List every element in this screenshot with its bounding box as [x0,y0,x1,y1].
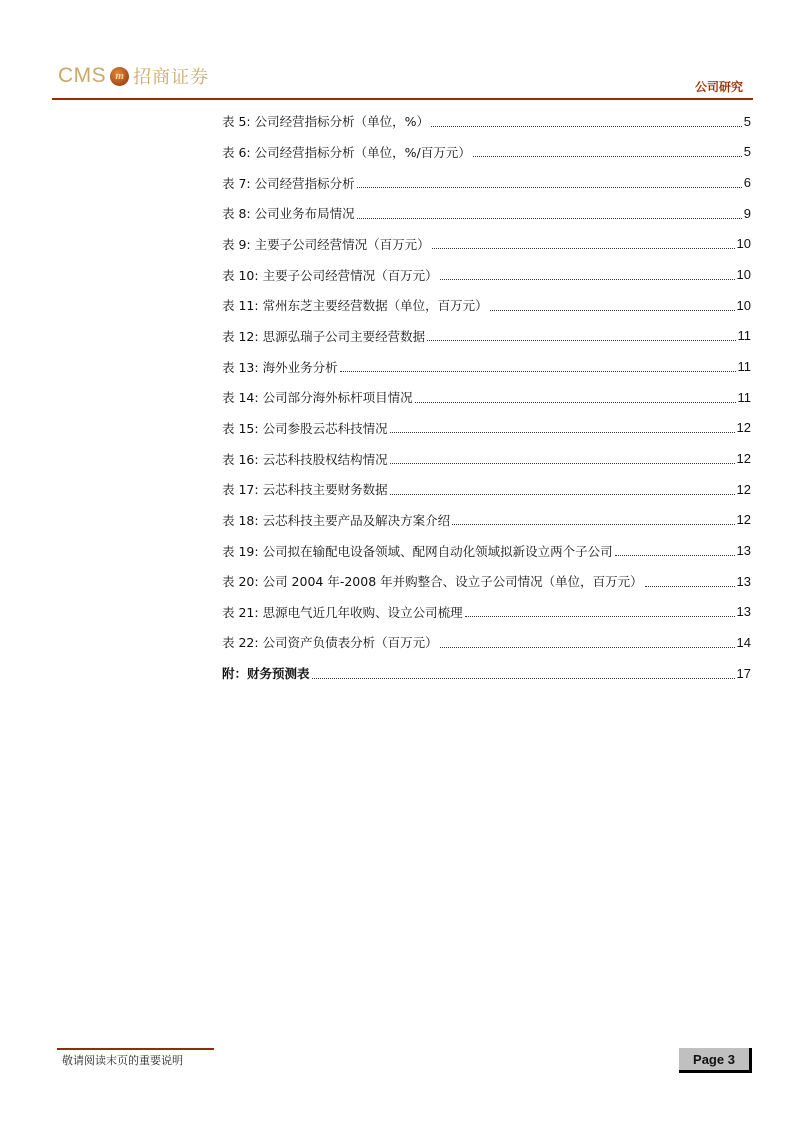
toc-leader-dots [427,340,735,341]
toc-leader-dots [452,524,734,525]
page-number: Page 3 [679,1048,752,1073]
toc-leader-dots [615,555,735,556]
toc-entry-label: 表 20: 公司 2004 年-2008 年并购整合、设立子公司情况（单位，百万元） [222,574,643,590]
toc-entry-label: 附：财务预测表 [222,666,310,682]
toc-entry-page: 12 [736,451,751,467]
logo-text: CMS [58,64,107,87]
toc-entry-label: 表 13: 海外业务分析 [222,359,338,375]
toc-leader-dots [357,218,742,219]
toc-leader-dots [312,678,735,679]
toc-entry-label: 表 14: 公司部分海外标杆项目情况 [222,390,413,406]
table-of-contents [222,106,751,688]
toc-entry-page: 10 [736,297,751,313]
toc-entry-label: 表 15: 公司参股云芯科技情况 [222,420,388,436]
toc-entry-page: 11 [737,328,751,344]
toc-entry-label: 表 18: 云芯科技主要产品及解决方案介绍 [222,512,451,528]
toc-entry[interactable] [222,198,751,229]
toc-entry-label: 表 17: 云芯科技主要财务数据 [222,482,388,498]
toc-entry[interactable] [222,474,751,505]
toc-entry-page: 5 [743,144,751,160]
toc-entry[interactable] [222,229,751,260]
toc-entry-page: 11 [737,389,751,405]
toc-leader-dots [645,586,735,587]
toc-entry[interactable] [222,382,751,413]
toc-leader-dots [440,647,735,648]
footer-notice: 敬请阅读末页的重要说明 [62,1054,183,1067]
toc-leader-dots [390,463,735,464]
toc-entry[interactable] [222,535,751,566]
toc-leader-dots [415,402,736,403]
toc-entry-page: 9 [743,205,751,221]
toc-leader-dots [431,126,742,127]
footer-divider [57,1048,214,1050]
toc-entry-label: 表 6: 公司经营指标分析（单位，%/百万元） [222,144,471,160]
toc-leader-dots [357,187,742,188]
toc-entry[interactable] [222,505,751,536]
toc-entry-page: 6 [743,175,751,191]
toc-leader-dots [390,432,735,433]
toc-entry-page: 13 [736,573,751,589]
toc-entry[interactable] [222,351,751,382]
toc-entry-page: 10 [736,236,751,252]
toc-entry-label: 表 9: 主要子公司经营情况（百万元） [222,236,430,252]
toc-leader-dots [465,616,735,617]
toc-entry-page: 10 [736,267,751,283]
toc-entry[interactable] [222,321,751,352]
toc-entry[interactable] [222,259,751,290]
toc-entry-page: 12 [736,481,751,497]
toc-entry[interactable] [222,167,751,198]
toc-leader-dots [390,494,735,495]
toc-entry[interactable] [222,443,751,474]
toc-entry-label: 表 7: 公司经营指标分析 [222,175,355,191]
toc-entry-label: 表 12: 思源弘瑞子公司主要经营数据 [222,328,426,344]
header-divider [52,98,753,100]
section-tag: 公司研究 [694,80,743,94]
toc-leader-dots [490,310,735,311]
logo-mark-icon: m [110,67,129,86]
toc-entry[interactable] [222,627,751,658]
toc-leader-dots [340,371,736,372]
toc-entry[interactable] [222,413,751,444]
toc-leader-dots [473,156,742,157]
toc-entry[interactable] [222,290,751,321]
toc-entry-label: 表 21: 思源电气近几年收购、设立公司梳理 [222,604,463,620]
toc-leader-dots [440,279,735,280]
toc-entry[interactable] [222,597,751,628]
toc-entry-label: 表 16: 云芯科技股权结构情况 [222,451,388,467]
toc-entry-page: 14 [736,634,751,650]
toc-entry-page: 12 [736,420,751,436]
toc-entry-page: 13 [736,604,751,620]
toc-leader-dots [432,248,735,249]
toc-entry[interactable] [222,137,751,168]
toc-entry-label: 表 8: 公司业务布局情况 [222,206,355,222]
company-logo [58,62,209,90]
toc-entry-label: 表 5: 公司经营指标分析（单位，%） [222,114,429,130]
toc-entry[interactable] [222,106,751,137]
toc-entry[interactable] [222,658,751,689]
logo-cn-text: 招商证券 [133,67,210,88]
toc-entry-label: 表 10: 主要子公司经营情况（百万元） [222,267,438,283]
toc-entry-page: 5 [743,113,751,129]
toc-entry-page: 13 [736,543,751,559]
toc-entry-label: 表 11: 常州东芝主要经营数据（单位，百万元） [222,298,488,314]
toc-entry-page: 12 [736,512,751,528]
toc-entry-page: 17 [736,665,751,681]
toc-entry-label: 表 19: 公司拟在输配电设备领域、配网自动化领域拟新设立两个子公司 [222,543,613,559]
toc-entry-label: 表 22: 公司资产负债表分析（百万元） [222,635,438,651]
toc-entry-page: 11 [737,359,751,375]
toc-entry[interactable] [222,566,751,597]
